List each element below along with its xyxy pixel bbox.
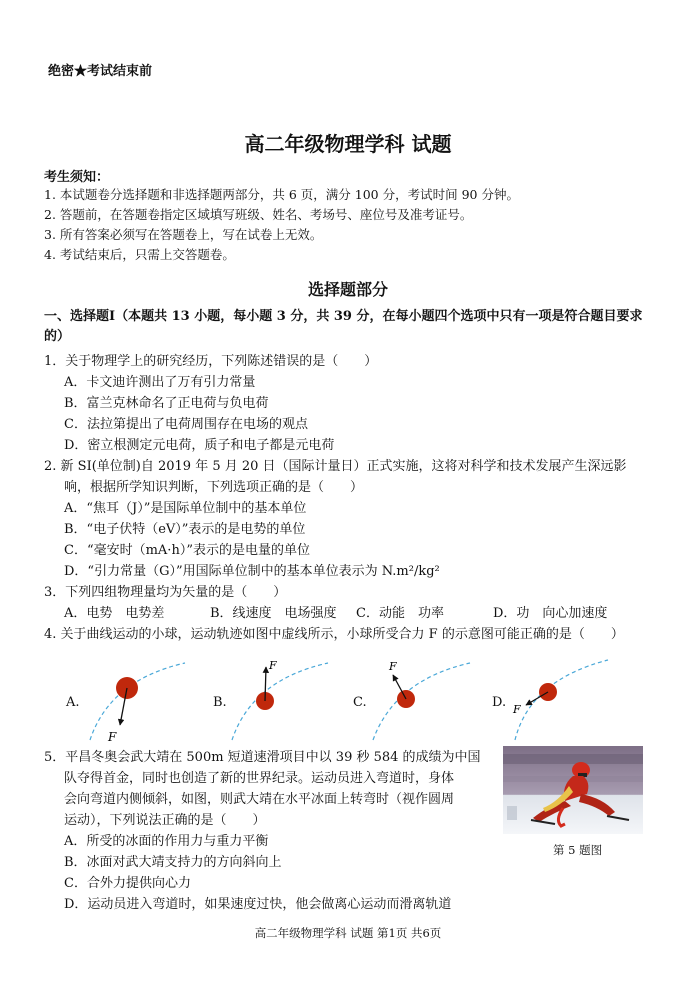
diagram-a bbox=[90, 663, 185, 744]
question-5-stem-cont: 运动），下列说法正确的是（ ） bbox=[64, 813, 266, 828]
question-5-option-d: D．运动员进入弯道时，如果速度过快，他会做离心运动而滑离轨道 bbox=[64, 897, 452, 912]
page-footer: 高二年级物理学科 试题 第1页 共6页 bbox=[254, 926, 442, 940]
question-3-option-d: D．功 向心加速度 bbox=[493, 606, 608, 621]
part-heading: 一、选择题Ⅰ（本题共 13 小题，每小题 3 分，共 39 分，在每小题四个选项中只有一项是符合题目要求的） bbox=[44, 309, 643, 344]
question-5-stem-cont: 会向弯道内侧倾斜，如图，则武大靖在水平冰面上转弯时（视作圆周 bbox=[64, 792, 455, 807]
confidential-mark: 绝密★考试结束前 bbox=[48, 64, 153, 79]
question-1-stem: 1．关于物理学上的研究经历，下列陈述错误的是（ ） bbox=[44, 354, 378, 369]
figure-caption: 第 5 题图 bbox=[553, 843, 603, 857]
page-title: 高二年级物理学科 试题 bbox=[244, 132, 452, 156]
q4-force-diagrams bbox=[0, 645, 696, 745]
question-2-option-a: A．“焦耳（J）”是国际单位制中的基本单位 bbox=[64, 501, 307, 516]
question-1-option-c: C．法拉第提出了电荷周围存在电场的观点 bbox=[64, 417, 308, 432]
speed-skater-photo bbox=[503, 746, 643, 834]
question-5-option-c: C．合外力提供向心力 bbox=[64, 876, 191, 891]
notice-item: 4. 考试结束后，只需上交答题卷。 bbox=[44, 247, 235, 262]
figure-label-c: C. bbox=[353, 695, 367, 710]
question-1-option-d: D．密立根测定元电荷，质子和电子都是元电荷 bbox=[64, 438, 335, 453]
notice-item: 1. 本试题卷分选择题和非选择题两部分，共 6 页，满分 100 分，考试时间 90 分钟。 bbox=[44, 187, 519, 202]
question-2-stem-cont: 响，根据所学知识判断，下列选项正确的是（ ） bbox=[64, 480, 364, 495]
figure-label-b: B. bbox=[213, 695, 227, 710]
question-2-option-c: C．“毫安时（mA·h）”表示的是电量的单位 bbox=[64, 543, 310, 558]
diagram-b bbox=[232, 659, 328, 740]
question-2-stem: 2. 新 SI(单位制)自 2019 年 5 月 20 日（国际计量日）正式实施，这将对科学和技术发展产生深远影 bbox=[44, 459, 627, 474]
question-1-option-a: A．卡文迪许测出了万有引力常量 bbox=[64, 375, 256, 390]
question-2-option-d: D．“引力常量（G）”用国际单位制中的基本单位表示为 N.m²/kg² bbox=[64, 564, 440, 579]
force-label: F bbox=[108, 730, 117, 744]
question-1-option-b: B．富兰克林命名了正电荷与负电荷 bbox=[64, 396, 269, 411]
force-label: F bbox=[513, 703, 521, 716]
figure-label-a: A. bbox=[66, 695, 80, 710]
question-3-stem: 3．下列四组物理量均为矢量的是（ ） bbox=[44, 585, 287, 600]
question-4-stem: 4. 关于曲线运动的小球，运动轨迹如图中虚线所示，小球所受合力 F 的示意图可能正确的是（ ） bbox=[44, 627, 624, 642]
diagram-c bbox=[373, 660, 470, 740]
trajectory-path bbox=[90, 663, 185, 740]
notice-heading: 考生须知： bbox=[44, 170, 110, 185]
question-3-option-c: C．动能 功率 bbox=[356, 606, 444, 621]
question-5-option-b: B．冰面对武大靖支持力的方向斜向上 bbox=[64, 855, 282, 870]
question-5-stem: 5．平昌冬奥会武大靖在 500m 短道速滑项目中以 39 秒 584 的成绩为中国 bbox=[44, 750, 481, 765]
section-title: 选择题部分 bbox=[307, 280, 388, 299]
figure-label-d: D. bbox=[492, 695, 507, 710]
notice-item: 3. 所有答案必须写在答题卷上，写在试卷上无效。 bbox=[44, 227, 323, 242]
question-2-option-b: B．“电子伏特（eV）”表示的是电势的单位 bbox=[64, 522, 306, 537]
question-5-stem-cont: 队夺得首金，同时也创造了新的世界纪录。运动员进入弯道时，身体 bbox=[64, 771, 455, 786]
trajectory-path bbox=[515, 660, 608, 740]
question-5-option-a: A．所受的冰面的作用力与重力平衡 bbox=[64, 834, 269, 849]
force-label: F bbox=[389, 660, 397, 673]
question-3-option-b: B．线速度 电场强度 bbox=[210, 606, 337, 621]
trajectory-path bbox=[232, 663, 328, 740]
question-3-option-a: A．电势 电势差 bbox=[64, 606, 165, 621]
diagram-d bbox=[512, 660, 608, 740]
notice-item: 2. 答题前，在答题卷指定区域填写班级、姓名、考场号、座位号及准考证号。 bbox=[44, 207, 473, 222]
force-label: F bbox=[269, 659, 277, 672]
trajectory-path bbox=[373, 663, 470, 740]
